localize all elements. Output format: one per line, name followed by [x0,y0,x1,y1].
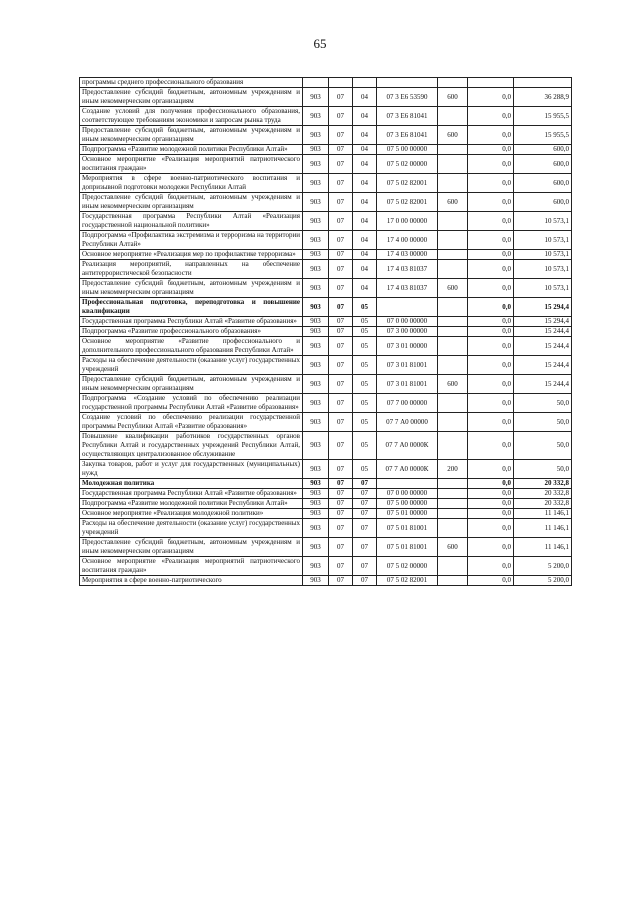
subsection-code-cell: 04 [353,88,377,107]
table-row [80,576,572,586]
target-article-cell: 07 7 А0 0000К [377,460,438,479]
section-code-cell: 07 [329,327,353,337]
target-article-cell: 07 0 00 00000 [377,489,438,499]
amount-total-cell: 15 244,4 [514,356,572,375]
row-name-cell: Основное мероприятие «Реализация молодежной политики» [80,509,303,519]
table-row [80,212,572,231]
ministry-code-cell: 903 [303,88,329,107]
budget-table [79,77,572,586]
table-row [80,460,572,479]
amount-total-cell: 50,0 [514,413,572,432]
target-article-cell: 17 4 03 81037 [377,260,438,279]
amount-total-cell: 15 244,4 [514,327,572,337]
target-article-cell: 07 0 00 00000 [377,317,438,327]
amount-total-cell: 10 573,1 [514,260,572,279]
target-article-cell: 07 3 00 00000 [377,327,438,337]
section-code-cell: 07 [329,145,353,155]
section-code-cell: 07 [329,337,353,356]
row-name-cell: Основное мероприятие «Реализация мероприятий патриотического воспитания граждан» [80,155,303,174]
subsection-code-cell: 07 [353,509,377,519]
target-article-cell: 07 5 01 81001 [377,519,438,538]
section-code-cell: 07 [329,250,353,260]
subsection-code-cell: 04 [353,155,377,174]
ministry-code-cell: 903 [303,509,329,519]
subsection-code-cell: 04 [353,193,377,212]
subsection-code-cell: 04 [353,126,377,145]
target-article-cell: 07 5 02 82001 [377,174,438,193]
ministry-code-cell: 903 [303,479,329,489]
amount-total-cell: 50,0 [514,394,572,413]
row-name-cell: Предоставление субсидий бюджетным, автономным учреждениям и иным некоммерческим организациям [80,538,303,557]
table-row [80,519,572,538]
section-code-cell: 07 [329,432,353,460]
amount-total-cell: 11 146,1 [514,538,572,557]
target-article-cell: 07 5 01 00000 [377,509,438,519]
amount-change-cell: 0,0 [468,212,514,231]
ministry-code-cell: 903 [303,212,329,231]
ministry-code-cell: 903 [303,460,329,479]
row-name-cell: Подпрограмма «Развитие молодежной политики Республики Алтай» [80,499,303,509]
ministry-code-cell: 903 [303,260,329,279]
amount-change-cell: 0,0 [468,260,514,279]
amount-change-cell: 0,0 [468,126,514,145]
amount-change-cell: 0,0 [468,174,514,193]
table-row [80,250,572,260]
amount-change-cell: 0,0 [468,394,514,413]
ministry-code-cell: 903 [303,317,329,327]
subsection-code-cell: 07 [353,576,377,586]
ministry-code-cell: 903 [303,145,329,155]
table-row [80,193,572,212]
row-name-cell: Основное мероприятие «Развитие профессионального и дополнительного профессионального образования Республики Алтай» [80,337,303,356]
amount-change-cell: 0,0 [468,193,514,212]
expense-type-cell: 600 [438,193,468,212]
target-article-cell: 07 3 Е6 53590 [377,88,438,107]
ministry-code-cell: 903 [303,174,329,193]
subsection-code-cell: 05 [353,298,377,317]
expense-type-cell: 600 [438,126,468,145]
target-article-cell: 17 4 03 00000 [377,250,438,260]
subsection-code-cell: 07 [353,538,377,557]
expense-type-cell [438,394,468,413]
amount-change-cell: 0,0 [468,432,514,460]
section-code-cell: 07 [329,557,353,576]
amount-change-cell: 0,0 [468,519,514,538]
section-code-cell: 07 [329,394,353,413]
table-row [80,337,572,356]
ministry-code-cell: 903 [303,538,329,557]
amount-total-cell: 36 288,9 [514,88,572,107]
amount-total-cell: 5 200,0 [514,576,572,586]
target-article-cell: 17 4 00 00000 [377,231,438,250]
target-article-cell: 07 3 Е6 81041 [377,126,438,145]
expense-type-cell [438,432,468,460]
ministry-code-cell: 903 [303,327,329,337]
amount-change-cell: 0,0 [468,145,514,155]
target-article-cell: 07 5 01 81001 [377,538,438,557]
ministry-code-cell: 903 [303,231,329,250]
target-article-cell: 17 4 03 81037 [377,279,438,298]
target-article-cell [377,479,438,489]
ministry-code-cell: 903 [303,107,329,126]
expense-type-cell [438,260,468,279]
row-name-cell: Подпрограмма «Профилактика экстремизма и терроризма на территории Республики Алтай» [80,231,303,250]
subsection-code-cell: 04 [353,231,377,250]
amount-change-cell: 0,0 [468,337,514,356]
target-article-cell: 07 5 02 82001 [377,576,438,586]
subsection-code-cell: 04 [353,174,377,193]
target-article-cell [377,78,438,88]
amount-total-cell: 5 200,0 [514,557,572,576]
expense-type-cell [438,576,468,586]
target-article-cell: 07 3 Е6 81041 [377,107,438,126]
section-code-cell: 07 [329,231,353,250]
ministry-code-cell: 903 [303,489,329,499]
section-code-cell: 07 [329,298,353,317]
section-code-cell: 07 [329,499,353,509]
row-name-cell: Реализация мероприятий, направленных на обеспечение антитеррористической безопасности [80,260,303,279]
section-code-cell: 07 [329,489,353,499]
ministry-code-cell: 903 [303,557,329,576]
subsection-code-cell: 05 [353,375,377,394]
table-row [80,298,572,317]
expense-type-cell [438,317,468,327]
section-code-cell: 07 [329,279,353,298]
target-article-cell: 07 5 02 00000 [377,155,438,174]
section-code-cell: 07 [329,126,353,145]
target-article-cell: 07 5 00 00000 [377,499,438,509]
amount-change-cell: 0,0 [468,327,514,337]
amount-total-cell: 600,0 [514,155,572,174]
amount-change-cell: 0,0 [468,231,514,250]
ministry-code-cell: 903 [303,250,329,260]
amount-change-cell: 0,0 [468,509,514,519]
ministry-code-cell: 903 [303,193,329,212]
subsection-code-cell: 04 [353,250,377,260]
amount-change-cell [468,78,514,88]
section-code-cell: 07 [329,460,353,479]
row-name-cell: Закупка товаров, работ и услуг для государственных (муниципальных) нужд [80,460,303,479]
row-name-cell: Предоставление субсидий бюджетным, автономным учреждениям и иным некоммерческим организациям [80,193,303,212]
expense-type-cell [438,479,468,489]
amount-change-cell: 0,0 [468,557,514,576]
amount-total-cell: 11 146,1 [514,519,572,538]
ministry-code-cell: 903 [303,394,329,413]
section-code-cell [329,78,353,88]
row-name-cell: Создание условий для получения профессионального образования, соответствующее требованиям экономики и запросам рынка труда [80,107,303,126]
table-row [80,499,572,509]
expense-type-cell: 600 [438,375,468,394]
ministry-code-cell: 903 [303,519,329,538]
ministry-code-cell: 903 [303,298,329,317]
amount-total-cell: 10 573,1 [514,250,572,260]
amount-change-cell: 0,0 [468,279,514,298]
row-name-cell: Мероприятия в сфере военно-патриотического воспитания и допризывной подготовки молодежи Республики Алтай [80,174,303,193]
row-name-cell: Предоставление субсидий бюджетным, автономным учреждениям и иным некоммерческим организациям [80,126,303,145]
subsection-code-cell: 07 [353,479,377,489]
amount-total-cell: 10 573,1 [514,231,572,250]
row-name-cell: Подпрограмма «Развитие профессионального образования» [80,327,303,337]
row-name-cell: Основное мероприятие «Реализация мероприятий патриотического воспитания граждан» [80,557,303,576]
table-row [80,479,572,489]
amount-total-cell: 10 573,1 [514,279,572,298]
section-code-cell: 07 [329,107,353,126]
ministry-code-cell: 903 [303,432,329,460]
expense-type-cell [438,250,468,260]
subsection-code-cell: 05 [353,327,377,337]
target-article-cell: 07 3 01 00000 [377,337,438,356]
amount-total-cell: 600,0 [514,193,572,212]
table-row [80,155,572,174]
amount-change-cell: 0,0 [468,499,514,509]
ministry-code-cell: 903 [303,279,329,298]
ministry-code-cell: 903 [303,356,329,375]
amount-total-cell: 10 573,1 [514,212,572,231]
expense-type-cell [438,145,468,155]
amount-change-cell: 0,0 [468,479,514,489]
expense-type-cell: 600 [438,88,468,107]
subsection-code-cell: 07 [353,519,377,538]
section-code-cell: 07 [329,193,353,212]
table-row [80,231,572,250]
section-code-cell: 07 [329,317,353,327]
subsection-code-cell: 04 [353,107,377,126]
table-row [80,174,572,193]
table-row [80,509,572,519]
table-row [80,489,572,499]
section-code-cell: 07 [329,174,353,193]
target-article-cell: 07 3 01 81001 [377,375,438,394]
amount-change-cell: 0,0 [468,356,514,375]
amount-total-cell: 15 294,4 [514,298,572,317]
subsection-code-cell: 05 [353,432,377,460]
subsection-code-cell [353,78,377,88]
amount-total-cell: 20 332,8 [514,489,572,499]
subsection-code-cell: 07 [353,499,377,509]
table-row [80,78,572,88]
subsection-code-cell: 07 [353,489,377,499]
row-name-cell: Расходы на обеспечение деятельности (оказание услуг) государственных учреждений [80,519,303,538]
target-article-cell: 07 7 00 00000 [377,394,438,413]
section-code-cell: 07 [329,356,353,375]
row-name-cell: Профессиональная подготовка, переподготовка и повышение квалификации [80,298,303,317]
amount-change-cell: 0,0 [468,298,514,317]
amount-total-cell: 11 146,1 [514,509,572,519]
expense-type-cell [438,489,468,499]
subsection-code-cell: 05 [353,460,377,479]
section-code-cell: 07 [329,509,353,519]
row-name-cell: Основное мероприятие «Реализация мер по профилактике терроризма» [80,250,303,260]
target-article-cell: 07 7 А0 00000 [377,413,438,432]
expense-type-cell [438,499,468,509]
expense-type-cell [438,327,468,337]
expense-type-cell [438,155,468,174]
table-row [80,260,572,279]
row-name-cell: Мероприятия в сфере военно-патриотического [80,576,303,586]
amount-change-cell: 0,0 [468,88,514,107]
subsection-code-cell: 05 [353,337,377,356]
expense-type-cell: 600 [438,279,468,298]
section-code-cell: 07 [329,155,353,174]
expense-type-cell [438,231,468,250]
table-row [80,375,572,394]
target-article-cell: 17 0 00 00000 [377,212,438,231]
expense-type-cell [438,107,468,126]
subsection-code-cell: 04 [353,145,377,155]
ministry-code-cell: 903 [303,413,329,432]
table-row [80,557,572,576]
target-article-cell: 07 3 01 81001 [377,356,438,375]
target-article-cell: 07 7 А0 0000К [377,432,438,460]
ministry-code-cell: 903 [303,499,329,509]
table-row [80,279,572,298]
page-number: 65 [313,36,327,51]
expense-type-cell [438,509,468,519]
ministry-code-cell: 903 [303,576,329,586]
ministry-code-cell [303,78,329,88]
amount-total-cell: 50,0 [514,432,572,460]
amount-total-cell: 15 294,4 [514,317,572,327]
table-row [80,327,572,337]
table-row [80,538,572,557]
table-row [80,145,572,155]
expense-type-cell [438,413,468,432]
subsection-code-cell: 04 [353,212,377,231]
ministry-code-cell: 903 [303,375,329,394]
section-code-cell: 07 [329,413,353,432]
expense-type-cell [438,298,468,317]
table-row [80,126,572,145]
target-article-cell: 07 5 02 82001 [377,193,438,212]
row-name-cell: Государственная программа Республики Алтай «Развитие образования» [80,317,303,327]
table-row [80,413,572,432]
table-row [80,317,572,327]
expense-type-cell [438,78,468,88]
amount-change-cell: 0,0 [468,413,514,432]
amount-change-cell: 0,0 [468,576,514,586]
subsection-code-cell: 04 [353,260,377,279]
table-row [80,432,572,460]
section-code-cell: 07 [329,519,353,538]
row-name-cell: Предоставление субсидий бюджетным, автономным учреждениям и иным некоммерческим организациям [80,375,303,394]
row-name-cell: Подпрограмма «Создание условий по обеспечению реализации государственной программы Республики Алтай «Развитие образования» [80,394,303,413]
expense-type-cell [438,212,468,231]
target-article-cell [377,298,438,317]
row-name-cell: Предоставление субсидий бюджетным, автономным учреждениям и иным некоммерческим организациям [80,279,303,298]
amount-total-cell: 50,0 [514,460,572,479]
amount-total-cell: 15 955,5 [514,126,572,145]
table-row [80,356,572,375]
subsection-code-cell: 04 [353,279,377,298]
amount-change-cell: 0,0 [468,317,514,327]
target-article-cell: 07 5 02 00000 [377,557,438,576]
amount-change-cell: 0,0 [468,375,514,394]
amount-total-cell: 20 332,8 [514,479,572,489]
section-code-cell: 07 [329,375,353,394]
row-name-cell: Государственная программа Республики Алтай «Реализация государственной национальной политики» [80,212,303,231]
section-code-cell: 07 [329,538,353,557]
table-row [80,394,572,413]
expense-type-cell [438,337,468,356]
section-code-cell: 07 [329,212,353,231]
amount-change-cell: 0,0 [468,250,514,260]
amount-change-cell: 0,0 [468,489,514,499]
subsection-code-cell: 07 [353,557,377,576]
section-code-cell: 07 [329,576,353,586]
row-name-cell: Предоставление субсидий бюджетным, автономным учреждениям и иным некоммерческим организациям [80,88,303,107]
amount-total-cell: 20 332,8 [514,499,572,509]
row-name-cell: Подпрограмма «Развитие молодежной политики Республики Алтай» [80,145,303,155]
amount-total-cell: 600,0 [514,145,572,155]
section-code-cell: 07 [329,88,353,107]
row-name-cell: программы среднего профессионального образования [80,78,303,88]
expense-type-cell: 200 [438,460,468,479]
amount-change-cell: 0,0 [468,155,514,174]
row-name-cell: Молодежная политика [80,479,303,489]
expense-type-cell [438,557,468,576]
amount-total-cell: 15 955,5 [514,107,572,126]
ministry-code-cell: 903 [303,155,329,174]
amount-change-cell: 0,0 [468,460,514,479]
target-article-cell: 07 5 00 00000 [377,145,438,155]
table-row [80,107,572,126]
amount-total-cell: 15 244,4 [514,375,572,394]
row-name-cell: Создание условий по обеспечению реализации государственной программы Республики Алтай «Развитие образования» [80,413,303,432]
amount-change-cell: 0,0 [468,538,514,557]
section-code-cell: 07 [329,260,353,279]
row-name-cell: Повышение квалификации работников государственных органов Республики Алтай и государственных учреждений Республики Алтай, осуществляющих централизованное обслуживание [80,432,303,460]
ministry-code-cell: 903 [303,126,329,145]
amount-total-cell: 15 244,4 [514,337,572,356]
expense-type-cell: 600 [438,538,468,557]
section-code-cell: 07 [329,479,353,489]
expense-type-cell [438,174,468,193]
ministry-code-cell: 903 [303,337,329,356]
amount-total-cell [514,78,572,88]
expense-type-cell [438,356,468,375]
table-row [80,88,572,107]
row-name-cell: Расходы на обеспечение деятельности (оказание услуг) государственных учреждений [80,356,303,375]
expense-type-cell [438,519,468,538]
amount-change-cell: 0,0 [468,107,514,126]
subsection-code-cell: 05 [353,394,377,413]
subsection-code-cell: 05 [353,413,377,432]
subsection-code-cell: 05 [353,317,377,327]
subsection-code-cell: 05 [353,356,377,375]
row-name-cell: Государственная программа Республики Алтай «Развитие образования» [80,489,303,499]
amount-total-cell: 600,0 [514,174,572,193]
budget-table-body [80,78,572,586]
